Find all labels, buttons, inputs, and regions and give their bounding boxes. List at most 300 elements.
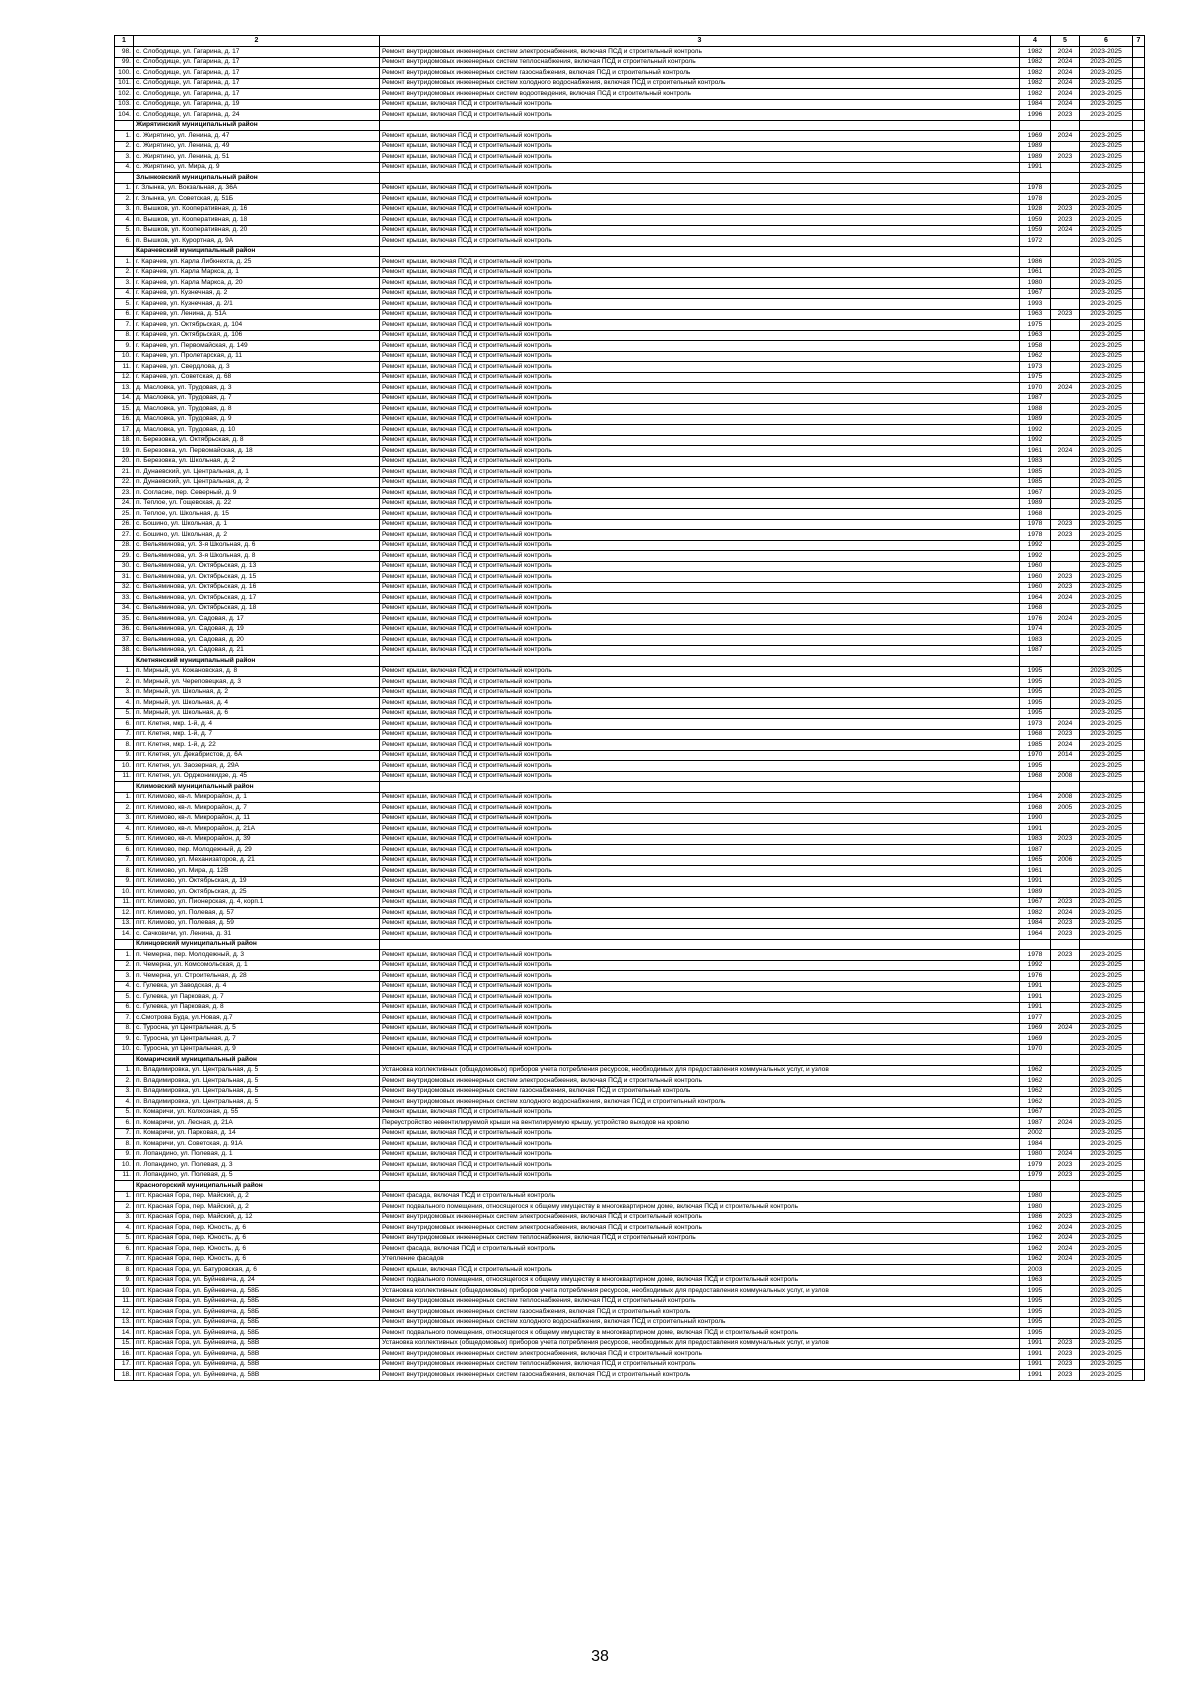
work-type-cell: Ремонт крыши, включая ПСД и строительный контроль (380, 729, 1020, 740)
row-number-cell: 4. (115, 698, 134, 709)
year-built-cell: 1963 (1020, 309, 1051, 320)
row-number-cell: 3. (115, 1086, 134, 1097)
last-repair-year-cell: 2006 (1051, 855, 1080, 866)
address-cell: пгт. Климово, кв-л. Микрорайон, д. 7 (134, 803, 380, 814)
year-built-cell: 1995 (1020, 1317, 1051, 1328)
year-built-cell: 1967 (1020, 488, 1051, 499)
year-built-cell: 1991 (1020, 981, 1051, 992)
planned-period-cell: 2023-2025 (1080, 162, 1133, 173)
row-number-cell: 99. (115, 57, 134, 68)
extra-cell (1133, 141, 1145, 152)
row-number-cell: 4. (115, 1097, 134, 1108)
year-built-cell: 1978 (1020, 530, 1051, 541)
row-number-cell: 23. (115, 488, 134, 499)
table-row (115, 635, 1145, 646)
planned-period-cell: 2023-2025 (1080, 1265, 1133, 1276)
work-type-cell: Ремонт подвального помещения, относящегося к общему имуществу в многоквартирном доме, включая ПСД и строительный контроль (380, 1328, 1020, 1339)
row-number-cell: 21. (115, 467, 134, 478)
address-cell: п. Вышков, ул. Кооперативная, д. 16 (134, 204, 380, 215)
table-row (115, 362, 1145, 373)
planned-period-cell: 2023-2025 (1080, 561, 1133, 572)
extra-cell (1133, 498, 1145, 509)
row-number-cell: 2. (115, 803, 134, 814)
extra-cell (1133, 68, 1145, 79)
last-repair-year-cell (1051, 1328, 1080, 1339)
table-row (115, 162, 1145, 173)
extra-cell (1133, 477, 1145, 488)
last-repair-year-cell (1051, 1191, 1080, 1202)
document-sheet (114, 35, 1144, 1381)
work-type-cell: Ремонт внутридомовых инженерных систем теплоснабжения, включая ПСД и строительный контроль (380, 57, 1020, 68)
work-type-cell: Ремонт крыши, включая ПСД и строительный контроль (380, 582, 1020, 593)
address-cell: пгт. Красная Гора, ул. Буйневича, д. 58Б (134, 1296, 380, 1307)
year-built-cell: 1968 (1020, 729, 1051, 740)
table-row (115, 1076, 1145, 1087)
address-cell: г. Карачев, ул. Кузнечная, д. 2/1 (134, 299, 380, 310)
row-number-cell: 18. (115, 435, 134, 446)
table-row (115, 603, 1145, 614)
table-row (115, 876, 1145, 887)
extra-cell (1133, 1128, 1145, 1139)
planned-period-cell: 2023-2025 (1080, 1233, 1133, 1244)
row-number-cell: 8. (115, 1023, 134, 1034)
extra-cell (1133, 299, 1145, 310)
address-cell: г. Злынка, ул. Советская, д. 51Б (134, 194, 380, 205)
extra-cell (1133, 1055, 1145, 1066)
work-type-cell: Ремонт крыши, включая ПСД и строительный контроль (380, 666, 1020, 677)
last-repair-year-cell (1051, 761, 1080, 772)
table-row (115, 47, 1145, 58)
work-type-cell (380, 782, 1020, 793)
planned-period-cell (1080, 1055, 1133, 1066)
last-repair-year-cell (1051, 509, 1080, 520)
planned-period-cell: 2023-2025 (1080, 425, 1133, 436)
row-number-cell: 4. (115, 162, 134, 173)
planned-period-cell: 2023-2025 (1080, 971, 1133, 982)
row-number-cell: 10. (115, 887, 134, 898)
work-type-cell: Ремонт крыши, включая ПСД и строительный контроль (380, 267, 1020, 278)
table-row (115, 1139, 1145, 1150)
work-type-cell: Установка коллективных (общедомовых) приборов учета потребления ресурсов, необходимых для предоставления коммунальных услуг, и узлов (380, 1065, 1020, 1076)
planned-period-cell: 2023-2025 (1080, 183, 1133, 194)
last-repair-year-cell (1051, 1065, 1080, 1076)
year-built-cell: 1982 (1020, 89, 1051, 100)
extra-cell (1133, 771, 1145, 782)
planned-period-cell: 2023-2025 (1080, 362, 1133, 373)
last-repair-year-cell (1051, 687, 1080, 698)
work-type-cell: Ремонт внутридомовых инженерных систем холодного водоснабжения, включая ПСД и строительный контроль (380, 1317, 1020, 1328)
planned-period-cell: 2023-2025 (1080, 813, 1133, 824)
year-built-cell: 1995 (1020, 761, 1051, 772)
address-cell: д. Масловка, ул. Трудовая, д. 8 (134, 404, 380, 415)
extra-cell (1133, 162, 1145, 173)
planned-period-cell: 2023-2025 (1080, 288, 1133, 299)
last-repair-year-cell: 2014 (1051, 750, 1080, 761)
planned-period-cell: 2023-2025 (1080, 57, 1133, 68)
district-name: Красногорский муниципальный район (134, 1181, 380, 1192)
row-number-cell: 8. (115, 1265, 134, 1276)
year-built-cell: 1984 (1020, 918, 1051, 929)
extra-cell (1133, 1002, 1145, 1013)
row-number-cell: 6. (115, 719, 134, 730)
row-number-cell: 5. (115, 708, 134, 719)
last-repair-year-cell (1051, 194, 1080, 205)
year-built-cell: 1969 (1020, 1034, 1051, 1045)
work-type-cell: Ремонт крыши, включая ПСД и строительный контроль (380, 425, 1020, 436)
planned-period-cell: 2023-2025 (1080, 1191, 1133, 1202)
page-number: 38 (591, 1648, 609, 1665)
row-number-cell: 2. (115, 960, 134, 971)
address-cell: п. Дунаевский, ул. Центральная, д. 1 (134, 467, 380, 478)
table-row (115, 740, 1145, 751)
work-type-cell: Ремонт крыши, включая ПСД и строительный контроль (380, 908, 1020, 919)
planned-period-cell: 2023-2025 (1080, 708, 1133, 719)
row-number-cell: 3. (115, 687, 134, 698)
planned-period-cell: 2023-2025 (1080, 414, 1133, 425)
table-row (115, 698, 1145, 709)
table-row (115, 803, 1145, 814)
planned-period-cell: 2023-2025 (1080, 309, 1133, 320)
planned-period-cell: 2023-2025 (1080, 488, 1133, 499)
last-repair-year-cell (1051, 981, 1080, 992)
row-number-cell: 20. (115, 456, 134, 467)
extra-cell (1133, 351, 1145, 362)
planned-period-cell: 2023-2025 (1080, 509, 1133, 520)
extra-cell (1133, 677, 1145, 688)
extra-cell (1133, 1233, 1145, 1244)
year-built-cell: 1975 (1020, 372, 1051, 383)
year-built-cell (1020, 656, 1051, 667)
address-cell: пгт. Красная Гора, ул. Батуровская, д. 6 (134, 1265, 380, 1276)
address-cell: п. Мирный, ул. Школьная, д. 4 (134, 698, 380, 709)
table-row (115, 1359, 1145, 1370)
last-repair-year-cell: 2023 (1051, 918, 1080, 929)
extra-cell (1133, 330, 1145, 341)
row-number-cell: 5. (115, 1233, 134, 1244)
table-row (115, 1338, 1145, 1349)
planned-period-cell: 2023-2025 (1080, 666, 1133, 677)
row-number-cell (115, 939, 134, 950)
work-type-cell: Ремонт крыши, включая ПСД и строительный контроль (380, 404, 1020, 415)
last-repair-year-cell: 2008 (1051, 792, 1080, 803)
year-built-cell: 1995 (1020, 1286, 1051, 1297)
last-repair-year-cell (1051, 624, 1080, 635)
table-row (115, 215, 1145, 226)
address-cell: п. Чемерна, пер. Молодежный, д. 3 (134, 950, 380, 961)
planned-period-cell: 2023-2025 (1080, 99, 1133, 110)
row-number-cell: 14. (115, 393, 134, 404)
last-repair-year-cell (1051, 1055, 1080, 1066)
planned-period-cell: 2023-2025 (1080, 383, 1133, 394)
address-cell: пгт. Красная Гора, ул. Буйневича, д. 58Б (134, 1328, 380, 1339)
address-cell: пгт. Климово, ул. Октябрьская, д. 25 (134, 887, 380, 898)
extra-cell (1133, 1086, 1145, 1097)
work-type-cell: Ремонт крыши, включая ПСД и строительный контроль (380, 131, 1020, 142)
last-repair-year-cell (1051, 677, 1080, 688)
table-row (115, 624, 1145, 635)
address-cell: п. Комаричи, ул. Советская, д. 91А (134, 1139, 380, 1150)
planned-period-cell: 2023-2025 (1080, 351, 1133, 362)
row-number-cell: 2. (115, 141, 134, 152)
year-built-cell: 1964 (1020, 792, 1051, 803)
table-row (115, 435, 1145, 446)
row-number-cell: 7. (115, 1013, 134, 1024)
work-type-cell (380, 939, 1020, 950)
work-type-cell: Ремонт подвального помещения, относящегося к общему имуществу в многоквартирном доме, включая ПСД и строительный контроль (380, 1275, 1020, 1286)
extra-cell (1133, 152, 1145, 163)
row-number-cell: 5. (115, 1107, 134, 1118)
address-cell: с. Вельяминова, ул. Октябрьская, д. 13 (134, 561, 380, 572)
table-row (115, 771, 1145, 782)
row-number-cell: 14. (115, 929, 134, 940)
row-number-cell: 10. (115, 1160, 134, 1171)
last-repair-year-cell: 2024 (1051, 89, 1080, 100)
work-type-cell: Ремонт крыши, включая ПСД и строительный контроль (380, 446, 1020, 457)
planned-period-cell: 2023-2025 (1080, 1002, 1133, 1013)
planned-period-cell: 2023-2025 (1080, 236, 1133, 247)
row-number-cell: 35. (115, 614, 134, 625)
planned-period-cell: 2023-2025 (1080, 299, 1133, 310)
planned-period-cell: 2023-2025 (1080, 1223, 1133, 1234)
work-type-cell: Ремонт крыши, включая ПСД и строительный контроль (380, 1265, 1020, 1276)
planned-period-cell: 2023-2025 (1080, 1202, 1133, 1213)
last-repair-year-cell (1051, 656, 1080, 667)
extra-cell (1133, 110, 1145, 121)
work-type-cell: Ремонт крыши, включая ПСД и строительный контроль (380, 603, 1020, 614)
table-body (115, 36, 1145, 1381)
address-cell: с. Туросна, ул Центральная, д. 5 (134, 1023, 380, 1034)
row-number-cell: 101. (115, 78, 134, 89)
planned-period-cell: 2023-2025 (1080, 194, 1133, 205)
address-cell: пгт. Климово, ул. Механизаторов, д. 21 (134, 855, 380, 866)
last-repair-year-cell (1051, 1002, 1080, 1013)
row-number-cell: 29. (115, 551, 134, 562)
year-built-cell: 1968 (1020, 509, 1051, 520)
work-type-cell: Ремонт внутридомовых инженерных систем электроснабжения, включая ПСД и строительный контроль (380, 1223, 1020, 1234)
row-number-cell: 100. (115, 68, 134, 79)
table-row (115, 1002, 1145, 1013)
planned-period-cell: 2023-2025 (1080, 614, 1133, 625)
year-built-cell: 1969 (1020, 1023, 1051, 1034)
last-repair-year-cell (1051, 425, 1080, 436)
table-row (115, 971, 1145, 982)
year-built-cell: 1984 (1020, 99, 1051, 110)
work-type-cell (380, 173, 1020, 184)
year-built-cell: 1989 (1020, 152, 1051, 163)
row-number-cell: 8. (115, 1139, 134, 1150)
extra-cell (1133, 708, 1145, 719)
extra-cell (1133, 908, 1145, 919)
address-cell: п. Лопандино, ул. Полевая, д. 1 (134, 1149, 380, 1160)
address-cell: пгт. Красная Гора, пер. Юность, д. 6 (134, 1223, 380, 1234)
address-cell: пгт. Красная Гора, ул. Буйневича, д. 58В (134, 1359, 380, 1370)
year-built-cell: 1989 (1020, 414, 1051, 425)
address-cell: пгт. Климово, ул. Полевая, д. 57 (134, 908, 380, 919)
work-type-cell: Ремонт крыши, включая ПСД и строительный контроль (380, 540, 1020, 551)
extra-cell (1133, 729, 1145, 740)
work-type-cell: Ремонт крыши, включая ПСД и строительный контроль (380, 1160, 1020, 1171)
address-cell: пгт. Климово, кв-л. Микрорайон, д. 1 (134, 792, 380, 803)
table-row (115, 383, 1145, 394)
row-number-cell: 9. (115, 341, 134, 352)
address-cell: с. Вельяминова, ул. Октябрьская, д. 15 (134, 572, 380, 583)
address-cell: с. Туросна, ул Центральная, д. 9 (134, 1044, 380, 1055)
last-repair-year-cell: 2024 (1051, 68, 1080, 79)
table-row (115, 1149, 1145, 1160)
last-repair-year-cell (1051, 498, 1080, 509)
row-number-cell: 6. (115, 236, 134, 247)
work-type-cell: Ремонт крыши, включая ПСД и строительный контроль (380, 215, 1020, 226)
table-row (115, 719, 1145, 730)
year-built-cell: 1989 (1020, 887, 1051, 898)
extra-cell (1133, 761, 1145, 772)
address-cell: п. Березовка, ул. Первомайская, д. 18 (134, 446, 380, 457)
table-row (115, 887, 1145, 898)
year-built-cell: 1990 (1020, 813, 1051, 824)
last-repair-year-cell (1051, 1317, 1080, 1328)
row-number-cell: 11. (115, 1296, 134, 1307)
col-header-7: 7 (1133, 36, 1145, 47)
work-type-cell: Ремонт фасада, включая ПСД и строительный контроль (380, 1244, 1020, 1255)
work-type-cell: Ремонт крыши, включая ПСД и строительный контроль (380, 677, 1020, 688)
address-cell: пгт. Красная Гора, пер. Юность, д. 6 (134, 1233, 380, 1244)
work-type-cell: Ремонт крыши, включая ПСД и строительный контроль (380, 362, 1020, 373)
work-type-cell: Ремонт крыши, включая ПСД и строительный контроль (380, 309, 1020, 320)
row-number-cell: 19. (115, 446, 134, 457)
last-repair-year-cell: 2023 (1051, 1370, 1080, 1381)
work-type-cell: Ремонт крыши, включая ПСД и строительный контроль (380, 750, 1020, 761)
planned-period-cell: 2023-2025 (1080, 593, 1133, 604)
work-type-cell: Ремонт крыши, включая ПСД и строительный контроль (380, 792, 1020, 803)
address-cell: с. Вельяминова, ул. 3-я Школьная, д. 8 (134, 551, 380, 562)
planned-period-cell: 2023-2025 (1080, 603, 1133, 614)
planned-period-cell: 2023-2025 (1080, 131, 1133, 142)
last-repair-year-cell (1051, 1128, 1080, 1139)
extra-cell (1133, 1191, 1145, 1202)
row-number-cell: 16. (115, 1349, 134, 1360)
last-repair-year-cell (1051, 467, 1080, 478)
year-built-cell: 1977 (1020, 1013, 1051, 1024)
address-cell: с. Жирятино, ул. Ленина, д. 49 (134, 141, 380, 152)
table-row (115, 572, 1145, 583)
work-type-cell: Ремонт внутридомовых инженерных систем газоснабжения, включая ПСД и строительный контроль (380, 1370, 1020, 1381)
planned-period-cell: 2023-2025 (1080, 1328, 1133, 1339)
extra-cell (1133, 866, 1145, 877)
address-cell: г. Карачев, ул. Октябрьская, д. 104 (134, 320, 380, 331)
planned-period-cell: 2023-2025 (1080, 824, 1133, 835)
address-cell: пгт. Климово, кв-л. Микрорайон, д. 11 (134, 813, 380, 824)
row-number-cell: 5. (115, 992, 134, 1003)
extra-cell (1133, 1296, 1145, 1307)
district-name: Клетнянский муниципальный район (134, 656, 380, 667)
year-built-cell: 1978 (1020, 183, 1051, 194)
table-row (115, 288, 1145, 299)
year-built-cell: 1960 (1020, 582, 1051, 593)
row-number-cell: 31. (115, 572, 134, 583)
extra-cell (1133, 1359, 1145, 1370)
planned-period-cell (1080, 173, 1133, 184)
district-heading-row (115, 173, 1145, 184)
table-header-row (115, 36, 1145, 47)
last-repair-year-cell (1051, 666, 1080, 677)
last-repair-year-cell (1051, 1034, 1080, 1045)
address-cell: с. Вельяминова, ул. Октябрьская, д. 18 (134, 603, 380, 614)
work-type-cell: Ремонт крыши, включая ПСД и строительный контроль (380, 561, 1020, 572)
extra-cell (1133, 897, 1145, 908)
work-type-cell: Ремонт крыши, включая ПСД и строительный контроль (380, 855, 1020, 866)
address-cell: п. Лопандино, ул. Полевая, д. 5 (134, 1170, 380, 1181)
year-built-cell: 1982 (1020, 78, 1051, 89)
extra-cell (1133, 1160, 1145, 1171)
last-repair-year-cell: 2023 (1051, 572, 1080, 583)
extra-cell (1133, 1139, 1145, 1150)
table-row (115, 68, 1145, 79)
row-number-cell: 10. (115, 761, 134, 772)
address-cell: г. Карачев, ул. Пролетарская, д. 11 (134, 351, 380, 362)
year-built-cell: 1976 (1020, 614, 1051, 625)
extra-cell (1133, 456, 1145, 467)
year-built-cell (1020, 173, 1051, 184)
table-row (115, 351, 1145, 362)
year-built-cell: 1995 (1020, 1307, 1051, 1318)
row-number-cell: 24. (115, 498, 134, 509)
address-cell: п. Владимировка, ул. Центральная, д. 5 (134, 1097, 380, 1108)
work-type-cell: Ремонт крыши, включая ПСД и строительный контроль (380, 813, 1020, 824)
planned-period-cell: 2023-2025 (1080, 1034, 1133, 1045)
address-cell: с. Бошино, ул. Школьная, д. 2 (134, 530, 380, 541)
planned-period-cell: 2023-2025 (1080, 1370, 1133, 1381)
table-row (115, 278, 1145, 289)
extra-cell (1133, 194, 1145, 205)
extra-cell (1133, 971, 1145, 982)
district-heading-row (115, 782, 1145, 793)
planned-period-cell: 2023-2025 (1080, 992, 1133, 1003)
year-built-cell: 1962 (1020, 1097, 1051, 1108)
extra-cell (1133, 288, 1145, 299)
last-repair-year-cell: 2023 (1051, 519, 1080, 530)
last-repair-year-cell (1051, 362, 1080, 373)
year-built-cell: 1961 (1020, 446, 1051, 457)
work-type-cell: Ремонт внутридомовых инженерных систем теплоснабжения, включая ПСД и строительный контроль (380, 1296, 1020, 1307)
col-header-3: 3 (380, 36, 1020, 47)
work-type-cell: Ремонт крыши, включая ПСД и строительный контроль (380, 204, 1020, 215)
extra-cell (1133, 740, 1145, 751)
row-number-cell: 13. (115, 918, 134, 929)
extra-cell (1133, 939, 1145, 950)
extra-cell (1133, 803, 1145, 814)
last-repair-year-cell (1051, 698, 1080, 709)
extra-cell (1133, 981, 1145, 992)
table-row (115, 1034, 1145, 1045)
last-repair-year-cell (1051, 960, 1080, 971)
row-number-cell: 36. (115, 624, 134, 635)
extra-cell (1133, 1349, 1145, 1360)
year-built-cell: 1979 (1020, 1170, 1051, 1181)
work-type-cell: Ремонт крыши, включая ПСД и строительный контроль (380, 845, 1020, 856)
extra-cell (1133, 1370, 1145, 1381)
last-repair-year-cell (1051, 561, 1080, 572)
year-built-cell: 1995 (1020, 708, 1051, 719)
work-type-cell: Ремонт крыши, включая ПСД и строительный контроль (380, 929, 1020, 940)
extra-cell (1133, 666, 1145, 677)
last-repair-year-cell: 2008 (1051, 771, 1080, 782)
extra-cell (1133, 1338, 1145, 1349)
planned-period-cell: 2023-2025 (1080, 582, 1133, 593)
row-number-cell (115, 782, 134, 793)
table-row (115, 593, 1145, 604)
row-number-cell: 1. (115, 950, 134, 961)
row-number-cell: 8. (115, 330, 134, 341)
